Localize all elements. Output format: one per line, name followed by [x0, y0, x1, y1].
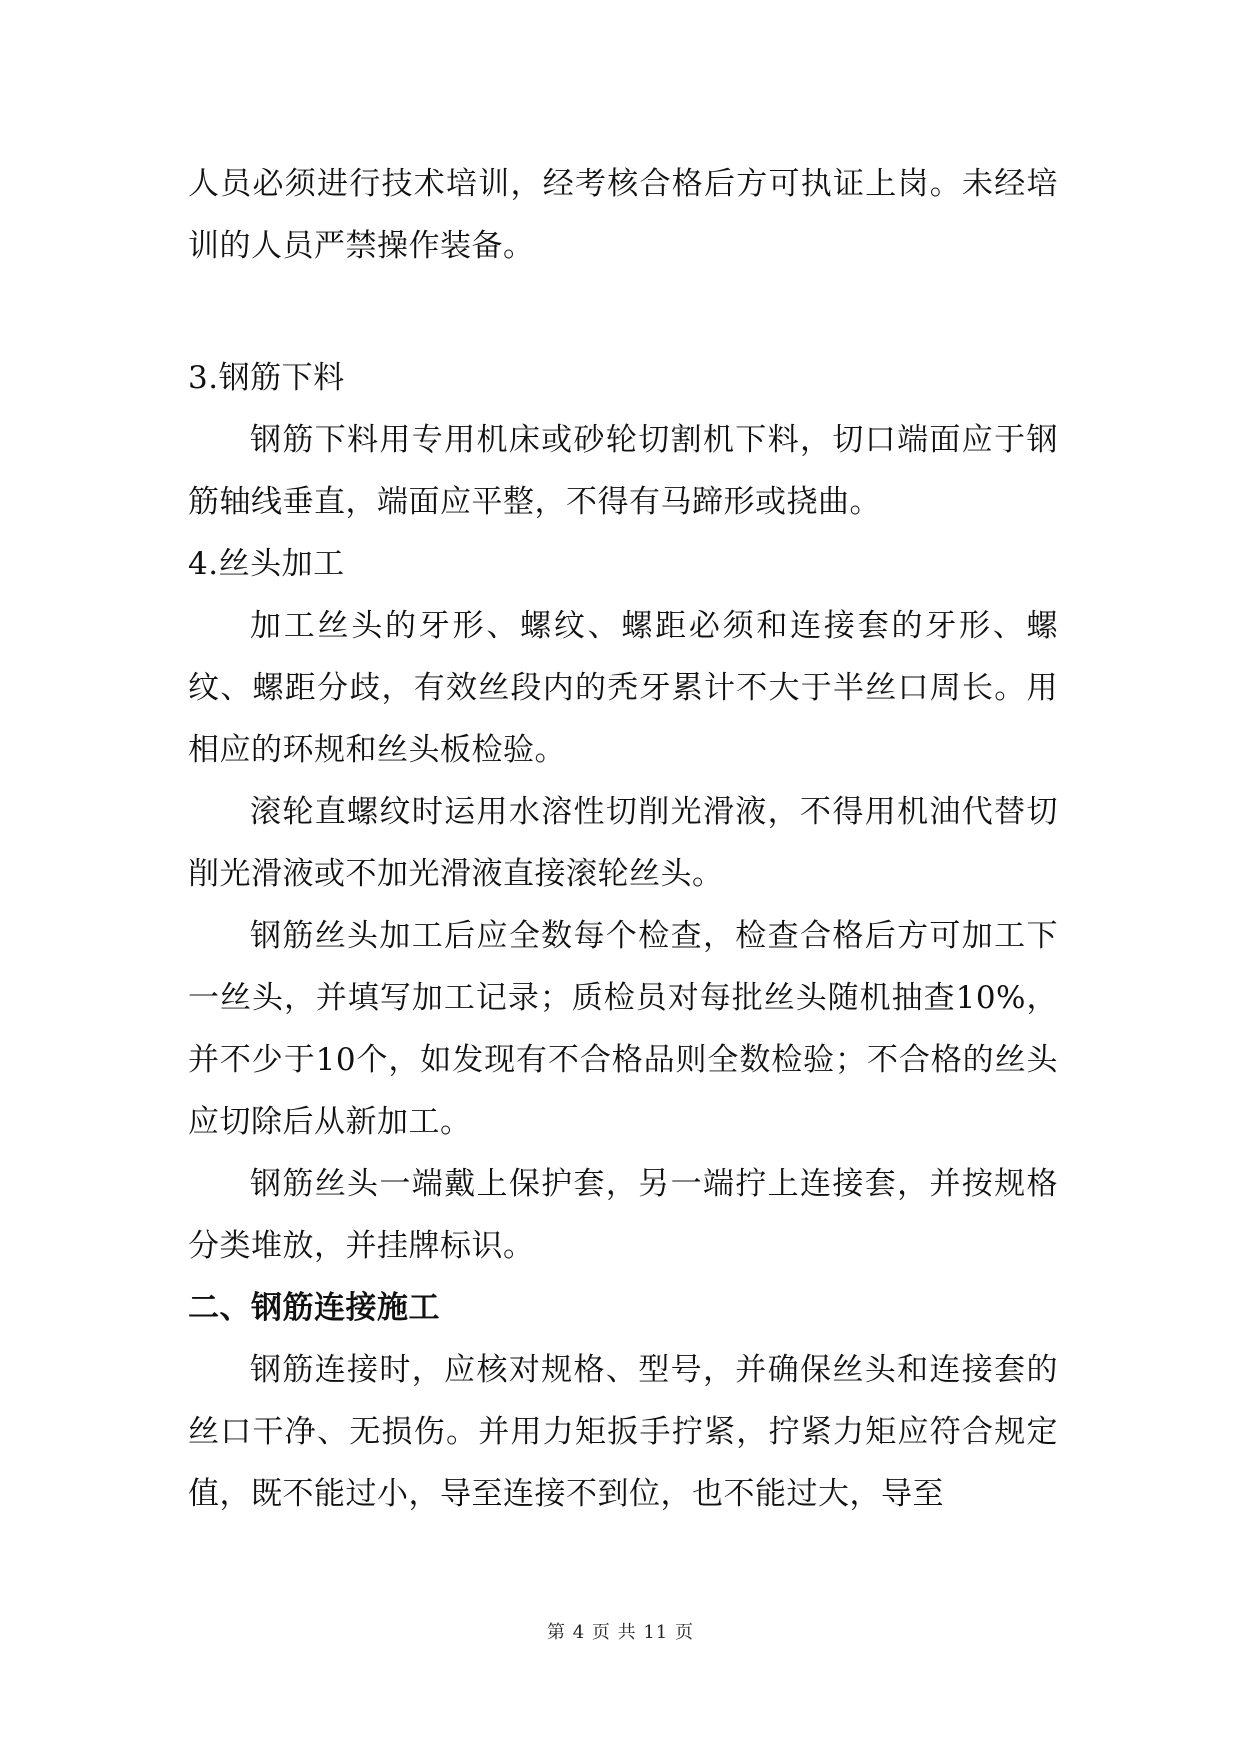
paragraph-training: 人员必须进行技术培训，经考核合格后方可执证上岗。未经培训的人员严禁操作装备。	[188, 166, 1058, 264]
paragraph-thread-profile: 加工丝头的牙形、螺纹、螺距必须和连接套的牙形、螺纹、螺距分歧，有效丝段内的秃牙累计不大于半丝口周长。用相应的环规和丝头板检验。	[188, 608, 1058, 768]
paragraph-protection: 钢筋丝头一端戴上保护套，另一端拧上连接套，并按规格分类堆放，并挂牌标识。	[188, 1166, 1058, 1264]
section-heading-connection: 二、钢筋连接施工	[188, 1290, 440, 1326]
paragraph-connection: 钢筋连接时，应核对规格、型号，并确保丝头和连接套的丝口干净、无损伤。并用力矩扳手拧紧，拧紧力矩应符合规定值，既不能过小，导至连接不到位，也不能过大，导至	[188, 1352, 1058, 1512]
document-body	[188, 153, 1058, 1525]
heading-thread-processing: 4.丝头加工	[188, 546, 345, 582]
paragraph-spacer	[188, 277, 1058, 347]
page-number-footer: 第 4 页 共 11 页	[547, 1622, 694, 1643]
paragraph-lubricant: 滚轮直螺纹时运用水溶性切削光滑液，不得用机油代替切削光滑液或不加光滑液直接滚轮丝头。	[188, 794, 1058, 892]
heading-rebar-cutting: 3.钢筋下料	[188, 360, 345, 396]
paragraph-rebar-cutting: 钢筋下料用专用机床或砂轮切割机下料，切口端面应于钢筋轴线垂直，端面应平整，不得有马蹄形或挠曲。	[188, 422, 1058, 520]
paragraph-inspection: 钢筋丝头加工后应全数每个检查，检查合格后方可加工下一丝头，并填写加工记录；质检员对每批丝头随机抽查10%，并不少于10个，如发现有不合格品则全数检验；不合格的丝头应切除后从新加工。	[188, 918, 1058, 1140]
